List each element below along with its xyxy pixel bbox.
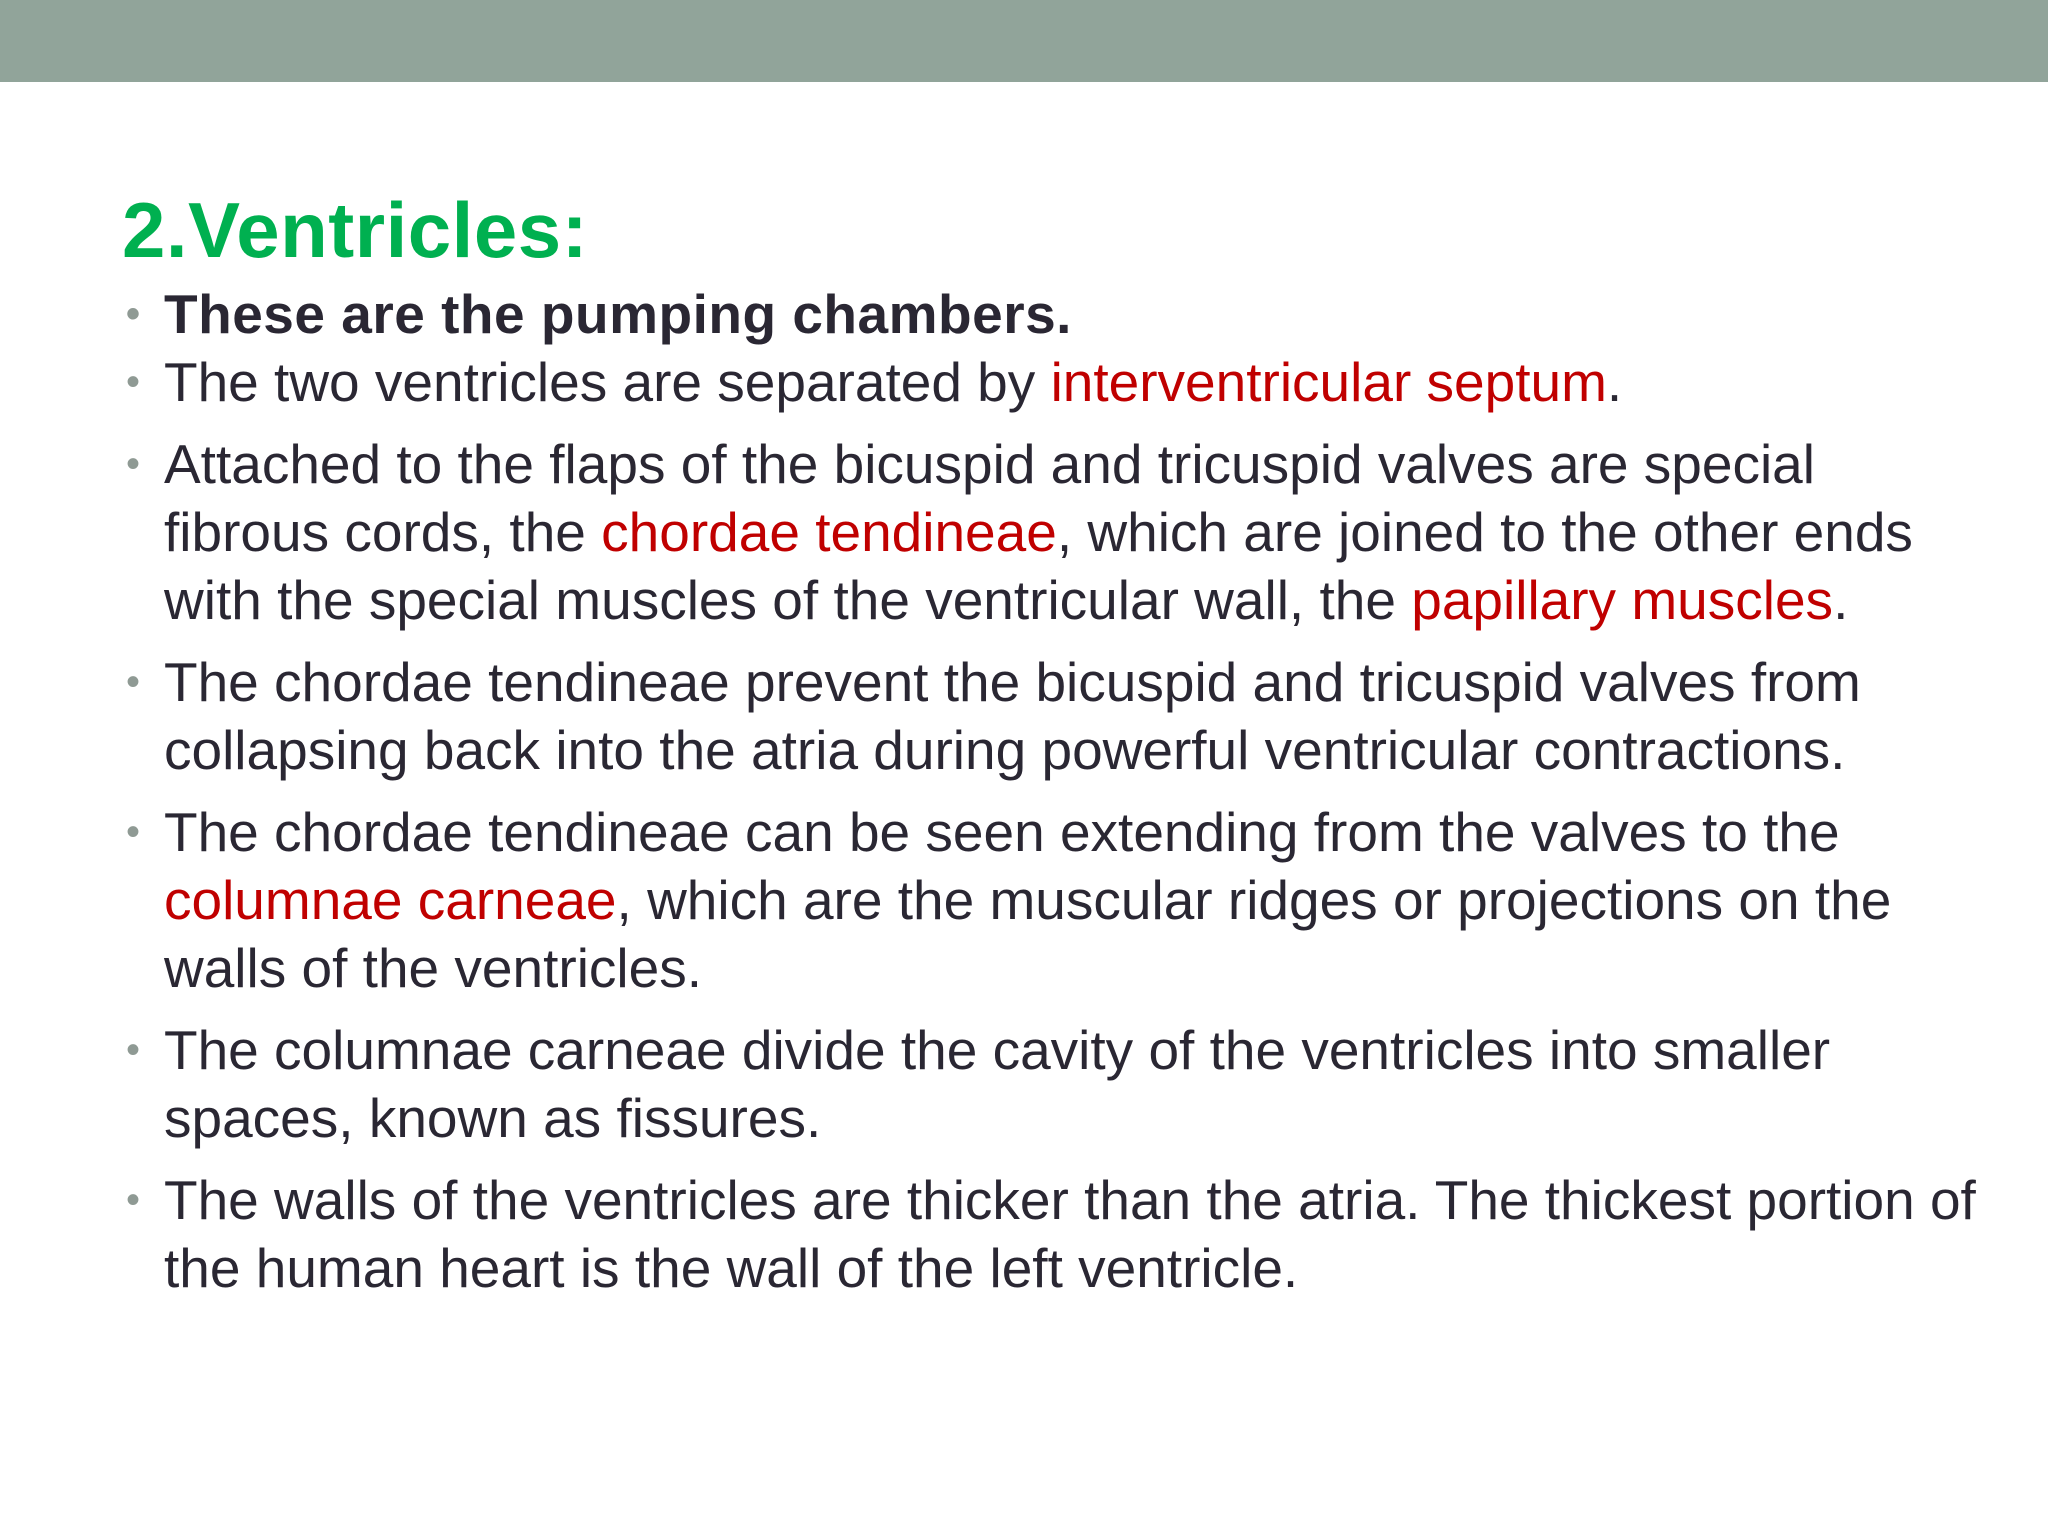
bullet-text: .: [1606, 351, 1623, 413]
bullet-item: [122, 648, 1982, 784]
highlighted-term: columnae carneae: [164, 869, 617, 931]
highlighted-term: interventricular septum: [1050, 351, 1607, 413]
bullet-item: [122, 1166, 1982, 1302]
bullet-item: [122, 280, 1982, 348]
bullet-item: [122, 798, 1982, 1002]
bullet-list: [122, 280, 1982, 1316]
bullet-dot-icon: •: [126, 1178, 141, 1222]
bullet-item: [122, 1016, 1982, 1152]
top-band: [0, 0, 2048, 82]
bullet-dot-icon: •: [126, 1028, 141, 1072]
bullet-dot-icon: •: [126, 292, 141, 336]
bullet-dot-icon: •: [126, 810, 141, 854]
bullet-text: The chordae tendineae can be seen extending from the valves to the: [164, 801, 1840, 863]
bullet-text: .: [1833, 569, 1849, 631]
bullet-text: The columnae carneae divide the cavity of the ventricles into smaller spaces, known as fissures.: [164, 1019, 1831, 1149]
bullet-text: , which are the muscular ridges or projections on the walls of the ventricles.: [164, 869, 1892, 999]
bullet-dot-icon: •: [126, 360, 141, 404]
bullet-dot-icon: •: [126, 442, 141, 486]
bullet-text: The two ventricles are separated by: [164, 351, 1051, 413]
slide-title: 2.Ventricles:: [122, 186, 589, 274]
bullet-text: , which are joined to the other ends with the special muscles of the ventricular wall, the: [164, 501, 1913, 631]
bullet-dot-icon: •: [126, 660, 141, 704]
bullet-text: These are the pumping chambers.: [164, 283, 1072, 345]
bullet-item: [122, 348, 1982, 416]
bullet-item: [122, 430, 1982, 634]
bullet-text: The chordae tendineae prevent the bicuspid and tricuspid valves from collapsing back into the atria during powerful ventricular contractions.: [164, 651, 1861, 781]
bullet-text: Attached to the flaps of the bicuspid and tricuspid valves are special fibrous cords, the: [164, 433, 1815, 563]
bullet-text: The walls of the ventricles are thicker than the atria. The thickest portion of the human heart is the wall of the left ventricle.: [164, 1169, 1976, 1299]
highlighted-term: chordae tendineae: [601, 501, 1057, 563]
highlighted-term: papillary muscles: [1411, 569, 1834, 631]
